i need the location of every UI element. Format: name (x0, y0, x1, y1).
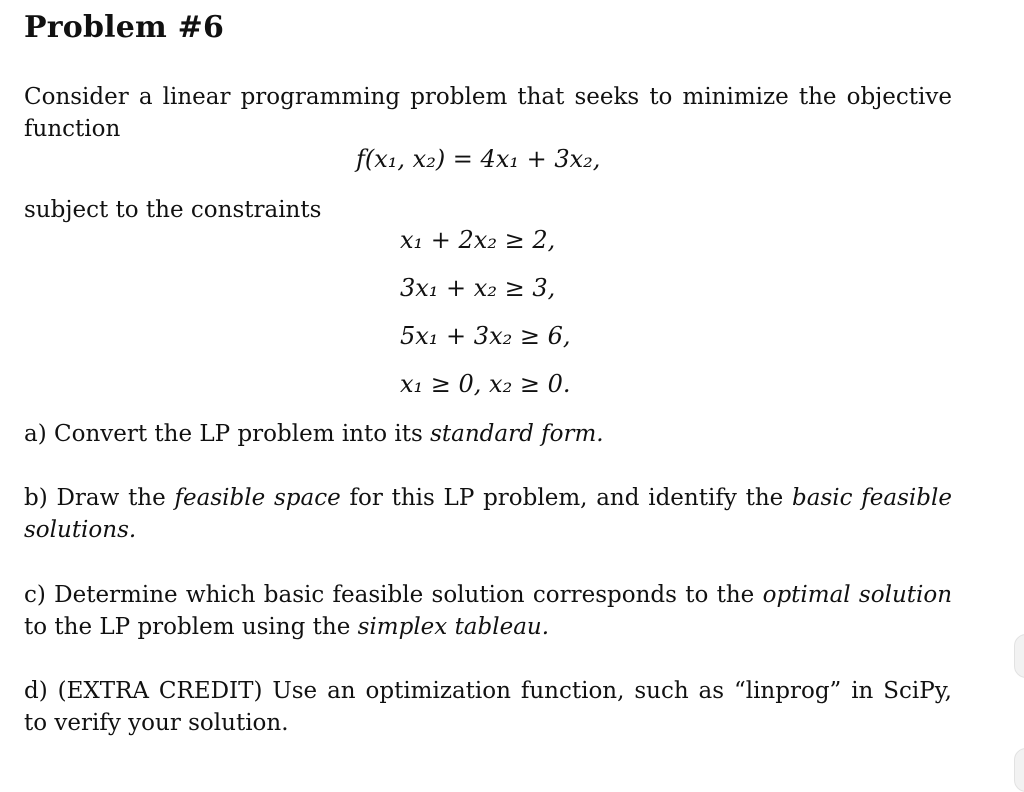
constraint-1: x₁ + 2x₂ ≥ 2, (400, 226, 556, 254)
part-b (24, 482, 952, 546)
part-b-text-2: for this LP problem, and identify the (340, 485, 793, 511)
part-c-emphasis-1: optimal solution (762, 582, 953, 608)
part-c (24, 579, 952, 643)
part-c-emphasis-2: simplex tableau. (357, 614, 550, 640)
constraints-intro: subject to the constraints (24, 197, 322, 223)
part-d: d) (EXTRA CREDIT) Use an optimization function, such as “linprog” in SciPy, to verify your solution. (24, 678, 952, 736)
part-c-text-2: to the LP problem using the (24, 614, 358, 640)
constraint-nonnegativity: x₁ ≥ 0, x₂ ≥ 0. (400, 370, 571, 398)
intro-paragraph: Consider a linear programming problem that seeks to minimize the objective function (24, 84, 952, 142)
constraint-2: 3x₁ + x₂ ≥ 3, (400, 274, 556, 302)
part-b-emphasis-2: basic feasible solutions. (24, 485, 952, 543)
problem-heading: Problem #6 (24, 10, 225, 45)
objective-function: f(x₁, x₂) = 4x₁ + 3x₂, (356, 145, 601, 173)
scroll-handle[interactable] (1014, 634, 1024, 678)
scroll-handle-lower[interactable] (1014, 748, 1024, 792)
part-a (24, 418, 952, 450)
part-b-text-1: b) Draw the (24, 485, 175, 511)
part-a-text: a) Convert the LP problem into its (24, 421, 431, 447)
part-b-emphasis-1: feasible space (174, 485, 341, 511)
constraint-3: 5x₁ + 3x₂ ≥ 6, (400, 322, 571, 350)
part-c-text-1: c) Determine which basic feasible solution corresponds to the (24, 582, 763, 608)
part-a-emphasis: standard form. (430, 421, 604, 447)
